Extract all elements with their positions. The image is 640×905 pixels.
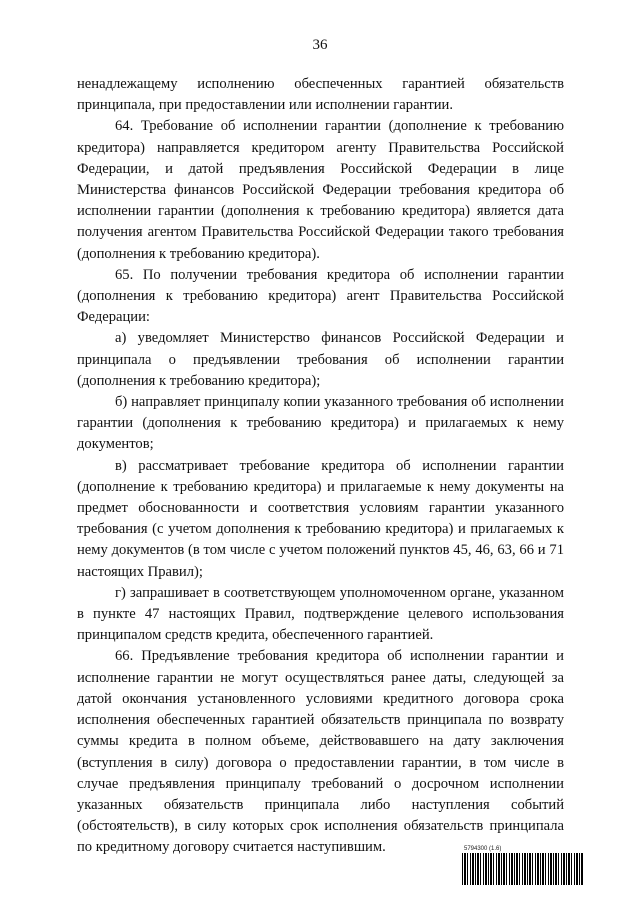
document-body — [77, 74, 564, 859]
paragraph-64: 64. Требование об исполнении гарантии (дополнение к требованию кредитора) направляется кредитором агенту Правительства Российской Федерации, и датой предъявления Российской Федерации в лице Министерства финансов Российской Федерации требования кредитора об исполнении гарантии (дополнения к требованию кредитора) является дата получения агентом Правительства Российской Федерации такого требования (дополнения к требованию кредитора). — [77, 118, 564, 262]
subparagraph-v: в) рассматривает требование кредитора об исполнении гарантии (дополнение к требованию кредитора) и прилагаемые к нему документы на предмет обоснованности и соответствия условиям гарантии указанного требования (с учетом дополнения к требованию кредитора) и прилагаемых к нему документов (в том числе с учетом положений пунктов 45, 46, 63, 66 и 71 настоящих Правил); — [77, 457, 564, 580]
subparagraph-b: б) направляет принципалу копии указанного требования об исполнении гарантии (дополнения к требованию кредитора) и прилагаемых к нему документов; — [77, 394, 564, 453]
page-number: 36 — [312, 37, 328, 53]
subparagraph-g: г) запрашивает в соответствующем уполномоченном органе, указанном в пункте 47 настоящих Правил, подтверждение целевого использования принципалом средств кредита, обеспеченного гарантией. — [77, 584, 564, 644]
paragraph-66: 66. Предъявление требования кредитора об исполнении гарантии и исполнение гарантии не могут осуществляться ранее даты, следующей за датой окончания установленного условиями кредитного договора срока исполнения обеспеченных гарантией обязательств принципала по возврату суммы кредита в полном объеме, действовавшего на дату заключения (вступления в силу) договора о предоставлении гарантии, в том числе в случае предъявления принципалу требований о досрочном исполнении указанных обязательств принципала либо наступления событий (обстоятельств), в силу которых срок исполнения обязательств принципала по кредитному договору считается наступившим. — [77, 648, 564, 856]
subparagraph-a: а) уведомляет Министерство финансов Российской Федерации и принципала о предъявлении требования об исполнении гарантии (дополнения к требованию кредитора); — [77, 330, 564, 389]
paragraph-65: 65. По получении требования кредитора об исполнении гарантии (дополнения к требованию кредитора) агент Правительства Российской Федерации: — [77, 266, 564, 326]
footer — [462, 845, 584, 885]
document-code: 5794300 (1.6) — [464, 846, 502, 852]
barcode — [462, 853, 584, 885]
paragraph-continuation: ненадлежащему исполнению обеспеченных гарантией обязательств принципала, при предоставлении или исполнении гарантии. — [77, 76, 564, 114]
